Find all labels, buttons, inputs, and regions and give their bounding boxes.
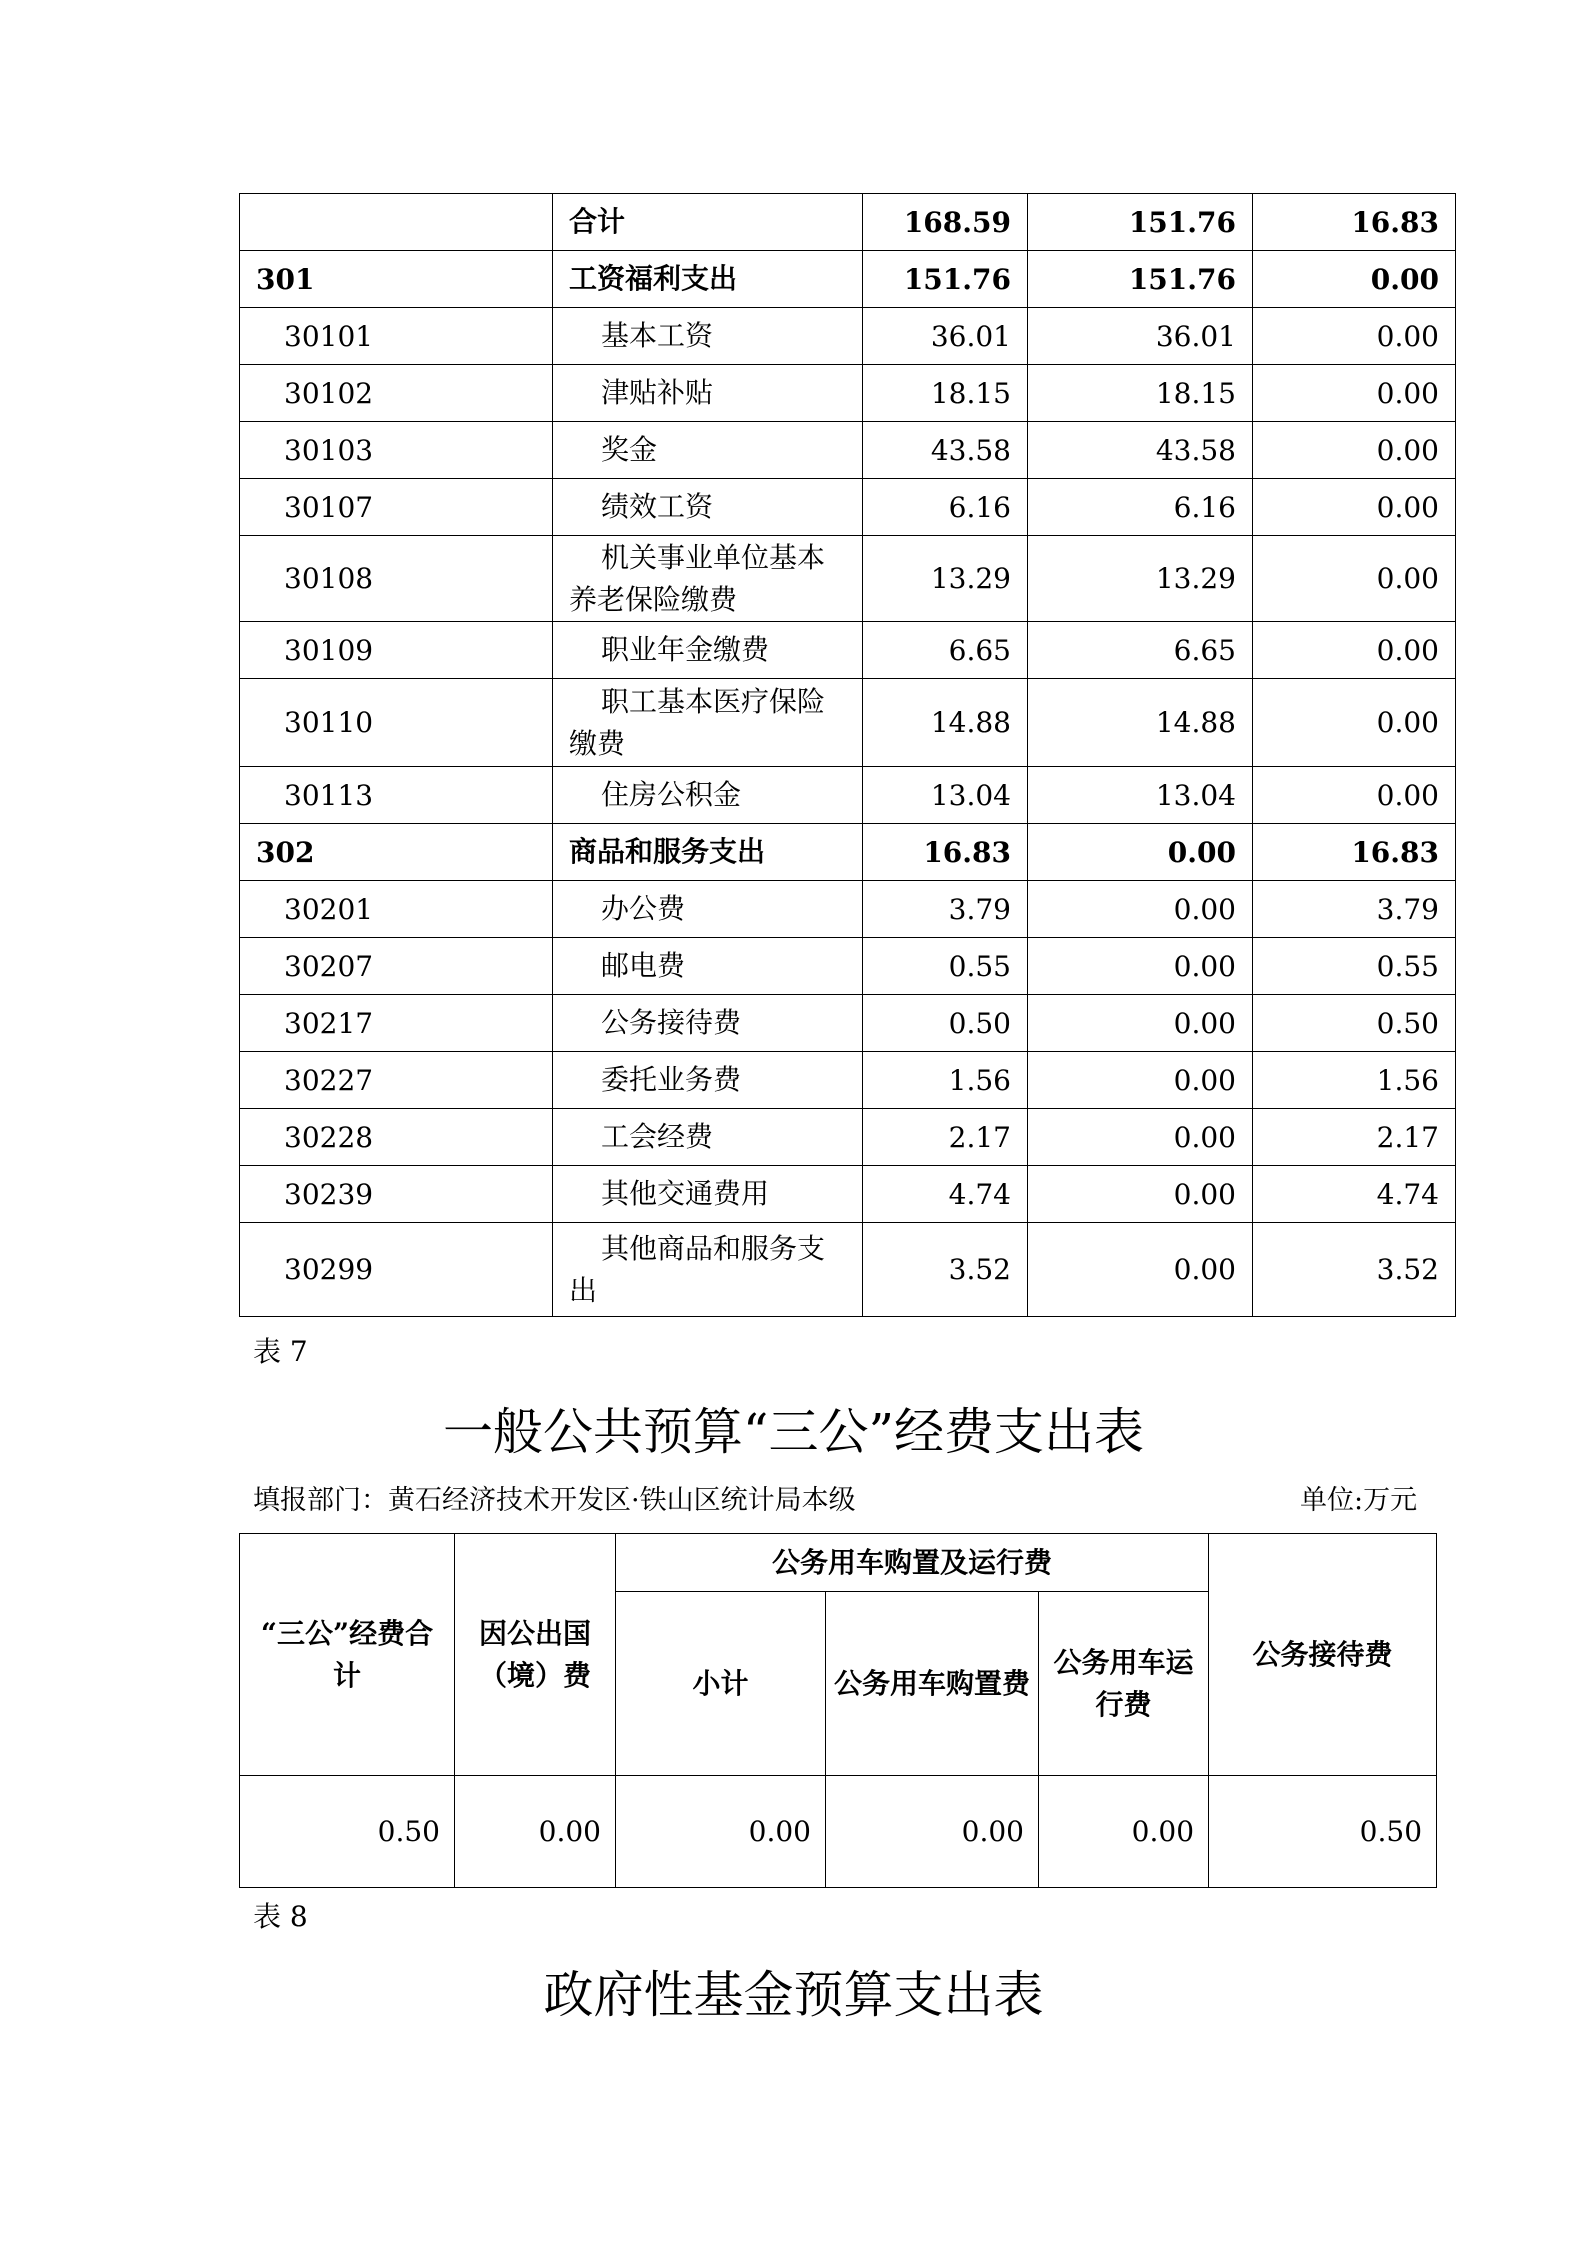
table-row [240,1109,1456,1166]
header-reception: 公务接待费 [1209,1534,1437,1776]
table-row [240,679,1456,767]
row-code: 30113 [240,767,553,824]
row-code: 301 [240,251,553,308]
row-basic: 0.00 [1028,938,1253,995]
row-code: 30109 [240,622,553,679]
row-code: 30227 [240,1052,553,1109]
row-project: 0.00 [1253,536,1456,622]
value-vehicle-purchase: 0.00 [826,1776,1039,1888]
value-total: 0.50 [240,1776,455,1888]
row-code: 30102 [240,365,553,422]
row-total: 3.79 [863,881,1028,938]
row-code: 30107 [240,479,553,536]
table-row [240,251,1456,308]
table7-label: 表 7 [253,1335,308,1368]
table8-title: 政府性基金预算支出表 [543,1966,1044,2024]
table-row [240,1052,1456,1109]
row-total: 14.88 [863,679,1028,767]
row-total: 3.52 [863,1223,1028,1317]
row-name: 津贴补贴 [553,365,863,422]
row-basic: 6.65 [1028,622,1253,679]
table-row [240,995,1456,1052]
row-name: 住房公积金 [553,767,863,824]
table-row [240,308,1456,365]
row-basic: 0.00 [1028,824,1253,881]
table-row [240,1223,1456,1317]
header-vehicle-purchase: 公务用车购置费 [826,1592,1039,1776]
row-project: 3.52 [1253,1223,1456,1317]
row-project: 0.00 [1253,251,1456,308]
row-total: 1.56 [863,1052,1028,1109]
value-reception: 0.50 [1209,1776,1437,1888]
row-project: 16.83 [1253,194,1456,251]
row-total: 13.04 [863,767,1028,824]
row-name: 工会经费 [553,1109,863,1166]
unit-label: 单位:万元 [1300,1485,1418,1516]
row-total: 18.15 [863,365,1028,422]
header-subtotal: 小计 [616,1592,826,1776]
row-code: 30201 [240,881,553,938]
row-code: 30239 [240,1166,553,1223]
row-project: 0.00 [1253,679,1456,767]
row-name: 机关事业单位基本养老保险缴费 [553,536,863,622]
row-name: 其他商品和服务支出 [553,1223,863,1317]
row-project: 16.83 [1253,824,1456,881]
row-total: 13.29 [863,536,1028,622]
row-total: 168.59 [863,194,1028,251]
table8-label: 表 8 [253,1900,308,1933]
row-name: 商品和服务支出 [553,824,863,881]
row-code: 30217 [240,995,553,1052]
header-total: “三公”经费合计 [240,1534,455,1776]
table-row [240,365,1456,422]
row-name: 邮电费 [553,938,863,995]
table-row [240,479,1456,536]
table-row [240,881,1456,938]
row-code: 302 [240,824,553,881]
row-project: 0.50 [1253,995,1456,1052]
row-code: 30299 [240,1223,553,1317]
row-code: 30103 [240,422,553,479]
row-basic: 0.00 [1028,1223,1253,1317]
row-project: 0.00 [1253,767,1456,824]
row-name: 工资福利支出 [553,251,863,308]
row-total: 0.55 [863,938,1028,995]
row-total: 151.76 [863,251,1028,308]
row-project: 4.74 [1253,1166,1456,1223]
table-row [240,767,1456,824]
row-code: 30207 [240,938,553,995]
row-project: 0.00 [1253,622,1456,679]
row-basic: 151.76 [1028,251,1253,308]
row-name: 奖金 [553,422,863,479]
row-project: 3.79 [1253,881,1456,938]
value-subtotal: 0.00 [616,1776,826,1888]
row-total: 6.65 [863,622,1028,679]
row-project: 0.00 [1253,365,1456,422]
row-name: 办公费 [553,881,863,938]
row-basic: 18.15 [1028,365,1253,422]
filing-department: 填报部门：黄石经济技术开发区·铁山区统计局本级 [253,1485,856,1516]
row-basic: 6.16 [1028,479,1253,536]
row-basic: 0.00 [1028,1166,1253,1223]
row-name: 基本工资 [553,308,863,365]
row-code: 30101 [240,308,553,365]
row-code: 30108 [240,536,553,622]
row-basic: 151.76 [1028,194,1253,251]
row-total: 6.16 [863,479,1028,536]
expense-table-body [240,194,1456,1317]
row-name: 公务接待费 [553,995,863,1052]
table-row [240,422,1456,479]
row-project: 2.17 [1253,1109,1456,1166]
row-total: 16.83 [863,824,1028,881]
row-name: 职业年金缴费 [553,622,863,679]
row-name: 绩效工资 [553,479,863,536]
row-project: 1.56 [1253,1052,1456,1109]
value-abroad: 0.00 [455,1776,616,1888]
expense-economic-table [239,193,1456,1317]
table-row [240,824,1456,881]
row-basic: 0.00 [1028,881,1253,938]
row-project: 0.00 [1253,422,1456,479]
three-public-expense-table [239,1533,1437,1888]
table-row [240,938,1456,995]
row-basic: 43.58 [1028,422,1253,479]
row-total: 0.50 [863,995,1028,1052]
row-code: 30228 [240,1109,553,1166]
row-basic: 14.88 [1028,679,1253,767]
header-vehicle-operation: 公务用车运行费 [1039,1592,1209,1776]
header-vehicle-group: 公务用车购置及运行费 [616,1534,1209,1592]
row-name: 其他交通费用 [553,1166,863,1223]
row-basic: 0.00 [1028,1109,1253,1166]
row-total: 36.01 [863,308,1028,365]
row-name: 职工基本医疗保险缴费 [553,679,863,767]
row-name: 委托业务费 [553,1052,863,1109]
row-project: 0.55 [1253,938,1456,995]
row-code [240,194,553,251]
table7-title: 一般公共预算“三公”经费支出表 [442,1403,1145,1461]
row-basic: 0.00 [1028,995,1253,1052]
row-basic: 0.00 [1028,1052,1253,1109]
row-name: 合计 [553,194,863,251]
value-vehicle-operation: 0.00 [1039,1776,1209,1888]
row-project: 0.00 [1253,479,1456,536]
row-total: 43.58 [863,422,1028,479]
row-project: 0.00 [1253,308,1456,365]
row-total: 2.17 [863,1109,1028,1166]
table-row [240,1166,1456,1223]
header-abroad: 因公出国（境）费 [455,1534,616,1776]
table-row [240,622,1456,679]
row-basic: 13.04 [1028,767,1253,824]
row-basic: 13.29 [1028,536,1253,622]
table-row [240,536,1456,622]
row-code: 30110 [240,679,553,767]
table-row [240,194,1456,251]
row-total: 4.74 [863,1166,1028,1223]
row-basic: 36.01 [1028,308,1253,365]
